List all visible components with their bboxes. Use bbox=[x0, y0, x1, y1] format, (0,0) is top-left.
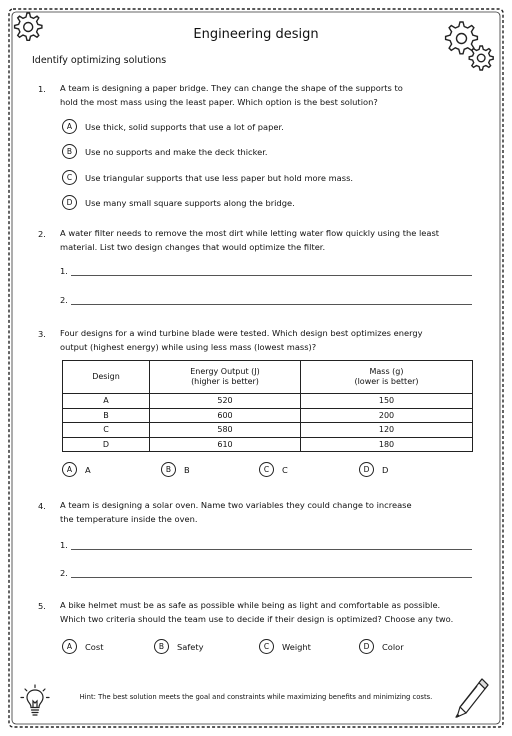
table-header-cell bbox=[301, 361, 473, 394]
option-text: D bbox=[382, 464, 389, 475]
question-text-line: Which two criteria should the team use to decide if their design is optimized? Choose any two. bbox=[60, 613, 454, 624]
table-cell: B bbox=[63, 408, 150, 423]
option-text: Use thick, solid supports that use a lot of paper. bbox=[85, 121, 284, 132]
option-text: Use no supports and make the deck thicker. bbox=[85, 146, 268, 157]
question-text-line: the temperature inside the oven. bbox=[60, 513, 198, 524]
question-text bbox=[60, 327, 423, 354]
question-text bbox=[60, 599, 453, 626]
option-c[interactable] bbox=[259, 462, 288, 477]
table-header-cell bbox=[150, 361, 301, 394]
option-b[interactable] bbox=[161, 462, 190, 477]
table-cell: A bbox=[63, 394, 150, 409]
answer-number: 2. bbox=[60, 295, 68, 305]
option-text: Color bbox=[382, 641, 404, 652]
header-line: (lower is better) bbox=[354, 377, 419, 386]
pencil-icon bbox=[452, 676, 492, 722]
table-cell: D bbox=[63, 437, 150, 452]
table-cell: 200 bbox=[301, 408, 473, 423]
table-cell: 180 bbox=[301, 437, 473, 452]
header-line: (higher is better) bbox=[191, 377, 259, 386]
option-letter-circle[interactable]: D bbox=[359, 639, 374, 654]
lightbulb-icon bbox=[20, 684, 50, 720]
page-title: Engineering design bbox=[193, 27, 319, 42]
question-text-line: A bike helmet must be as safe as possible while being as light and comfortable as possible. bbox=[60, 600, 441, 610]
answer-line-1[interactable] bbox=[60, 266, 472, 276]
option-text: C bbox=[282, 464, 288, 475]
question-text-line: Four designs for a wind turbine blade were tested. Which design best optimizes energy bbox=[60, 328, 423, 338]
option-letter-circle[interactable]: A bbox=[62, 639, 77, 654]
option-d[interactable] bbox=[359, 462, 388, 477]
option-text: Use triangular supports that use less paper but hold more mass. bbox=[85, 172, 354, 183]
answer-line-2[interactable] bbox=[60, 295, 472, 305]
question-text-line: output (highest energy) while using less mass (lowest mass)? bbox=[60, 341, 317, 352]
table-cell: 120 bbox=[301, 423, 473, 438]
option-letter-circle[interactable]: D bbox=[62, 195, 77, 210]
option-letter-circle[interactable]: A bbox=[62, 119, 77, 134]
option-a[interactable] bbox=[62, 462, 91, 477]
question-text-line: material. List two design changes that would optimize the filter. bbox=[60, 241, 326, 252]
header-line: Mass (g) bbox=[369, 367, 404, 376]
table-row bbox=[63, 423, 473, 438]
table-row bbox=[63, 394, 473, 409]
hint-text: Hint: The best solution meets the goal and constraints while maximizing benefits and minimizing costs. bbox=[79, 693, 433, 701]
page-subtitle: Identify optimizing solutions bbox=[32, 55, 167, 66]
option-text: A bbox=[85, 464, 91, 475]
table-cell: C bbox=[63, 423, 150, 438]
answer-number: 1. bbox=[60, 540, 68, 550]
table-cell: 580 bbox=[150, 423, 301, 438]
question-number: 3. bbox=[38, 329, 46, 339]
option-text: B bbox=[184, 464, 190, 475]
answer-number: 2. bbox=[60, 568, 68, 578]
option-text: Use many small square supports along the bridge. bbox=[85, 197, 295, 208]
option-c[interactable] bbox=[62, 170, 353, 185]
option-b[interactable] bbox=[62, 144, 268, 159]
option-text: Weight bbox=[282, 641, 311, 652]
answer-rule[interactable] bbox=[71, 295, 472, 305]
answer-rule[interactable] bbox=[71, 540, 472, 550]
answer-rule[interactable] bbox=[71, 266, 472, 276]
option-letter-circle[interactable]: D bbox=[359, 462, 374, 477]
table-cell: 600 bbox=[150, 408, 301, 423]
option-letter-circle[interactable]: B bbox=[62, 144, 77, 159]
answer-rule[interactable] bbox=[71, 568, 472, 578]
option-letter-circle[interactable]: C bbox=[62, 170, 77, 185]
option-letter-circle[interactable]: B bbox=[161, 462, 176, 477]
option-d[interactable] bbox=[62, 195, 295, 210]
results-table bbox=[62, 360, 473, 452]
option-letter-circle[interactable]: A bbox=[62, 462, 77, 477]
option-letter-circle[interactable]: C bbox=[259, 462, 274, 477]
option-d[interactable] bbox=[359, 639, 404, 654]
header-line: Design bbox=[92, 372, 120, 381]
table-header-row bbox=[63, 361, 473, 394]
option-a[interactable] bbox=[62, 639, 103, 654]
question-number: 5. bbox=[38, 601, 46, 611]
table-cell: 520 bbox=[150, 394, 301, 409]
question-number: 4. bbox=[38, 501, 46, 511]
table-header-cell bbox=[63, 361, 150, 394]
table-row bbox=[63, 408, 473, 423]
table-cell: 150 bbox=[301, 394, 473, 409]
answer-line-2[interactable] bbox=[60, 568, 472, 578]
question-text-line: A team is designing a paper bridge. They can change the shape of the supports to bbox=[60, 83, 403, 93]
table-row bbox=[63, 437, 473, 452]
question-text-line: A team is designing a solar oven. Name two variables they could change to increase bbox=[60, 500, 412, 510]
option-letter-circle[interactable]: B bbox=[154, 639, 169, 654]
question-text-line: hold the most mass using the least paper. Which option is the best solution? bbox=[60, 96, 378, 107]
question-text bbox=[60, 82, 403, 109]
question-number: 1. bbox=[38, 84, 46, 94]
option-text: Safety bbox=[177, 641, 204, 652]
question-number: 2. bbox=[38, 229, 46, 239]
header-line: Energy Output (J) bbox=[190, 367, 260, 376]
question-text bbox=[60, 227, 439, 254]
option-text: Cost bbox=[85, 641, 104, 652]
answer-number: 1. bbox=[60, 266, 68, 276]
option-a[interactable] bbox=[62, 119, 284, 134]
option-letter-circle[interactable]: C bbox=[259, 639, 274, 654]
option-c[interactable] bbox=[259, 639, 311, 654]
answer-line-1[interactable] bbox=[60, 540, 472, 550]
question-text bbox=[60, 499, 412, 526]
question-text-line: A water filter needs to remove the most dirt while letting water flow quickly using the least bbox=[60, 228, 440, 238]
option-b[interactable] bbox=[154, 639, 204, 654]
table-cell: 610 bbox=[150, 437, 301, 452]
